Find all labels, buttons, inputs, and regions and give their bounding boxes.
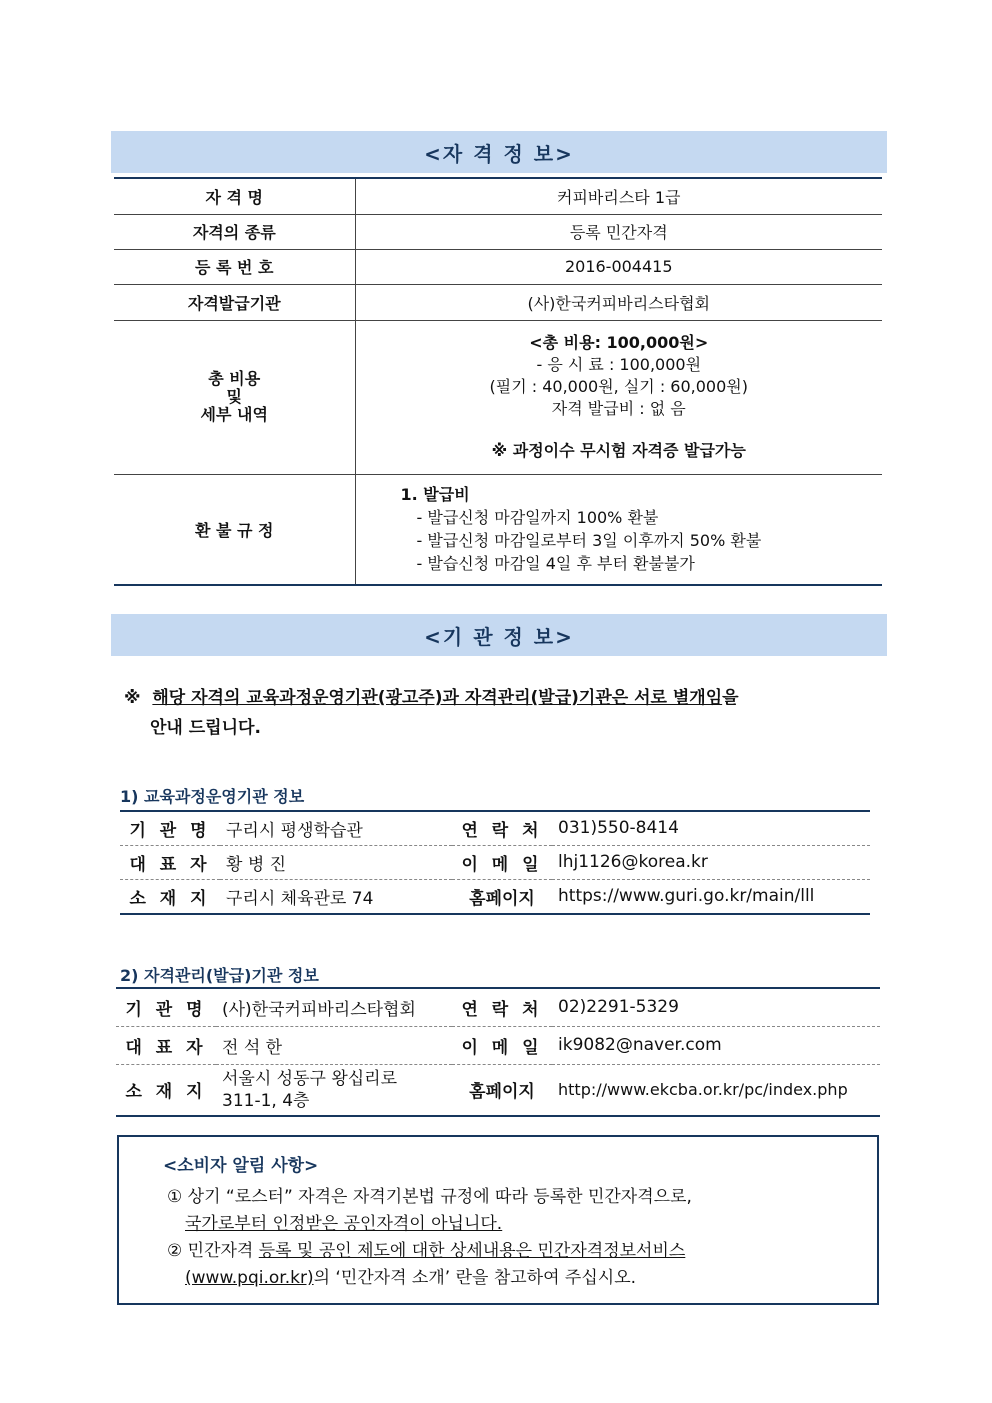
edu-addr-label: 소 재 지 [120,879,220,914]
qual-regno-label: 등 록 번 호 [114,249,355,284]
mgmt-institution-table [116,987,880,1117]
consumer-item-2-underlined: 등록 및 공인 제도에 대한 상세내용은 민간자격정보서비스 [258,1241,686,1261]
consumer-item-2-line2 [163,1265,877,1292]
institution-heading: <기 관 정 보> [111,614,887,656]
cost-issue-fee: 자격 발급비 : 없 음 [551,399,686,418]
qualification-heading: <자 격 정 보> [111,131,887,173]
mgmt-contact-value: 02)2291-5329 [552,988,880,1026]
mgmt-addr-label: 소 재 지 [116,1064,216,1116]
qual-type-label: 자격의 종류 [114,214,355,249]
mgmt-addr-line1: 서울시 성동구 왕십리로 [222,1068,398,1089]
qual-name-label: 자 격 명 [114,178,355,214]
edu-contact-value: 031)550-8414 [552,811,870,845]
mgmt-institution-title: 2) 자격관리(발급)기관 정보 [120,966,319,985]
consumer-notice-box [117,1135,879,1305]
cost-label-line3: 세부 내역 [200,405,268,424]
edu-email-label: 이 메 일 [452,845,552,879]
refund-item: - 발급신청 마감일까지 100% 환불 [416,508,659,528]
edu-name-value: 구리시 평생학습관 [220,811,452,845]
qual-refund-value [355,474,882,585]
edu-rep-value: 황 병 진 [220,845,452,879]
mgmt-addr-line2: 311-1, 4층 [222,1090,310,1111]
consumer-item-2 [163,1238,877,1265]
consumer-item-1-line2: 국가로부터 인정받은 공인자격이 아닙니다. [185,1214,503,1234]
edu-institution-table [120,810,870,915]
edu-name-label: 기 관 명 [120,811,220,845]
consumer-item-1: ① 상기 “로스터” 자격은 자격기본법 규정에 따라 등록한 민간자격으로, [167,1187,692,1207]
qual-regno-value: 2016-004415 [355,249,882,284]
mgmt-name-value: (사)한국커피바리스타협회 [216,988,452,1026]
edu-web-label: 홈페이지 [452,879,552,914]
mgmt-rep-label: 대 표 자 [116,1026,216,1064]
edu-email-value: lhj1126@korea.kr [552,845,870,879]
mgmt-name-label: 기 관 명 [116,988,216,1026]
qual-issuer-value: (사)한국커피바리스타협회 [355,284,882,320]
edu-addr-value: 구리시 체육관로 74 [220,879,452,914]
notice-tail: 을 [722,688,739,708]
mgmt-rep-value: 전 석 한 [216,1026,452,1064]
mgmt-web-label: 홈페이지 [452,1064,552,1116]
edu-web-value[interactable]: https://www.guri.go.kr/main/lll [552,879,870,914]
refund-item: - 발급신청 마감일로부터 3일 이후까지 50% 환불 [416,531,762,551]
qual-name-value: 커피바리스타 1급 [355,178,882,214]
cost-label-line1: 총 비용 [208,369,261,388]
qual-refund-label: 환 불 규 정 [114,474,355,585]
cost-exam-detail: (필기 : 40,000원, 실기 : 60,000원) [489,377,748,396]
notice-line2: 안내 드립니다. [150,718,261,738]
cost-total: <총 비용: 100,000원> [529,333,709,352]
cost-note: ※ 과정이수 무시험 자격증 발급가능 [491,441,746,460]
qual-cost-label [114,320,355,474]
cost-exam: - 응 시 료 : 100,000원 [536,355,702,374]
mgmt-contact-label: 연 락 처 [452,988,552,1026]
mgmt-email-value: ik9082@naver.com [552,1026,880,1064]
consumer-item-2-prefix: ② 민간자격 [167,1241,259,1261]
consumer-item-2-tail: 의 ‘민간자격 소개’ 란을 참고하여 주십시오. [313,1268,637,1288]
institution-notice [124,683,739,743]
qual-type-value: 등록 민간자격 [355,214,882,249]
edu-rep-label: 대 표 자 [120,845,220,879]
qualification-table [114,177,882,586]
qual-cost-value [355,320,882,474]
cost-label-line2: 및 [226,387,242,406]
mgmt-addr-value [216,1064,452,1116]
notice-mark: ※ [124,688,141,708]
edu-institution-title: 1) 교육과정운영기관 정보 [120,787,305,806]
notice-underlined-text: 해당 자격의 교육과정운영기관(광고주)과 자격관리(발급)기관은 서로 별개임 [152,688,723,708]
refund-title: 1. 발급비 [400,485,470,505]
qual-issuer-label: 자격발급기관 [114,284,355,320]
pqi-link[interactable]: (www.pqi.or.kr) [185,1268,314,1288]
consumer-notice-title: <소비자 알림 사항> [163,1156,319,1176]
mgmt-email-label: 이 메 일 [452,1026,552,1064]
mgmt-web-value[interactable]: http://www.ekcba.or.kr/pc/index.php [552,1064,880,1116]
edu-contact-label: 연 락 처 [452,811,552,845]
refund-item: - 발습신청 마감일 4일 후 부터 환불불가 [416,554,695,574]
